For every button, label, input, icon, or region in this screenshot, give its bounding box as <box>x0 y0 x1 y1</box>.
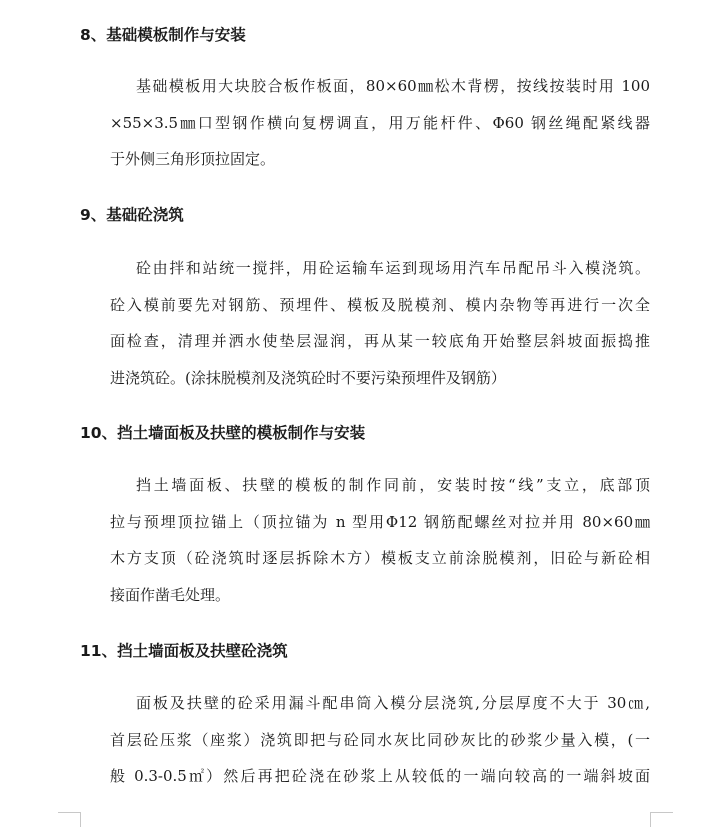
section-heading-8: 8、基础模板制作与安装 <box>80 26 246 44</box>
paragraph-line: 拉与预埋顶拉锚上（顶拉锚为 n 型用Φ12 钢筋配螺丝对拉并用 80×60㎜ <box>110 512 650 531</box>
section-heading-10: 10、挡土墙面板及扶壁的模板制作与安装 <box>80 424 366 442</box>
paragraph-line: 进浇筑砼。(涂抹脱模剂及浇筑砼时不要污染预埋件及钢筋） <box>110 368 506 387</box>
paragraph-line: 木方支顶（砼浇筑时逐层拆除木方）模板支立前涂脱模剂，旧砼与新砼相 <box>110 549 650 567</box>
section-heading-11: 11、挡土墙面板及扶壁砼浇筑 <box>80 642 288 660</box>
section-paragraph-11 <box>110 685 650 795</box>
section-paragraph-8 <box>110 68 650 178</box>
paragraph-line: 面检查，清理并洒水使垫层湿润，再从某一较底角开始整层斜坡面振捣推 <box>110 332 650 350</box>
section-paragraph-9 <box>110 250 650 396</box>
paragraph-line: 般 0.3-0.5㎡）然后再把砼浇在砂浆上从较低的一端向较高的一端斜坡面 <box>110 767 650 785</box>
paragraph-line: 接面作凿毛处理。 <box>110 585 231 604</box>
section-heading-9: 9、基础砼浇筑 <box>80 206 184 224</box>
paragraph-line: 基础模板用大块胶合板作板面，80×60㎜松木背楞，按线按装时用 100 <box>136 77 650 95</box>
crop-mark-bottom-left <box>58 812 81 827</box>
paragraph-line: ×55×3.5㎜口型钢作横向复楞调直，用万能杆件、Φ60 钢丝绳配紧线器 <box>110 113 650 132</box>
paragraph-line: 挡土墙面板、扶壁的模板的制作同前，安装时按“线”支立，底部顶 <box>136 476 650 494</box>
crop-mark-bottom-right <box>650 812 673 827</box>
paragraph-line: 于外侧三角形顶拉固定。 <box>110 150 276 168</box>
paragraph-line: 首层砼压浆（座浆）浇筑即把与砼同水灰比同砂灰比的砂浆少量入模，(一 <box>110 730 650 749</box>
section-paragraph-10 <box>110 467 650 613</box>
paragraph-line: 面板及扶壁的砼采用漏斗配串筒入模分层浇筑,分层厚度不大于 30㎝, <box>136 694 650 712</box>
paragraph-line: 砼由拌和站统一搅拌，用砼运输车运到现场用汽车吊配吊斗入模浇筑。 <box>136 259 650 277</box>
paragraph-line: 砼入模前要先对钢筋、预埋件、模板及脱模剂、模内杂物等再进行一次全 <box>110 295 650 314</box>
